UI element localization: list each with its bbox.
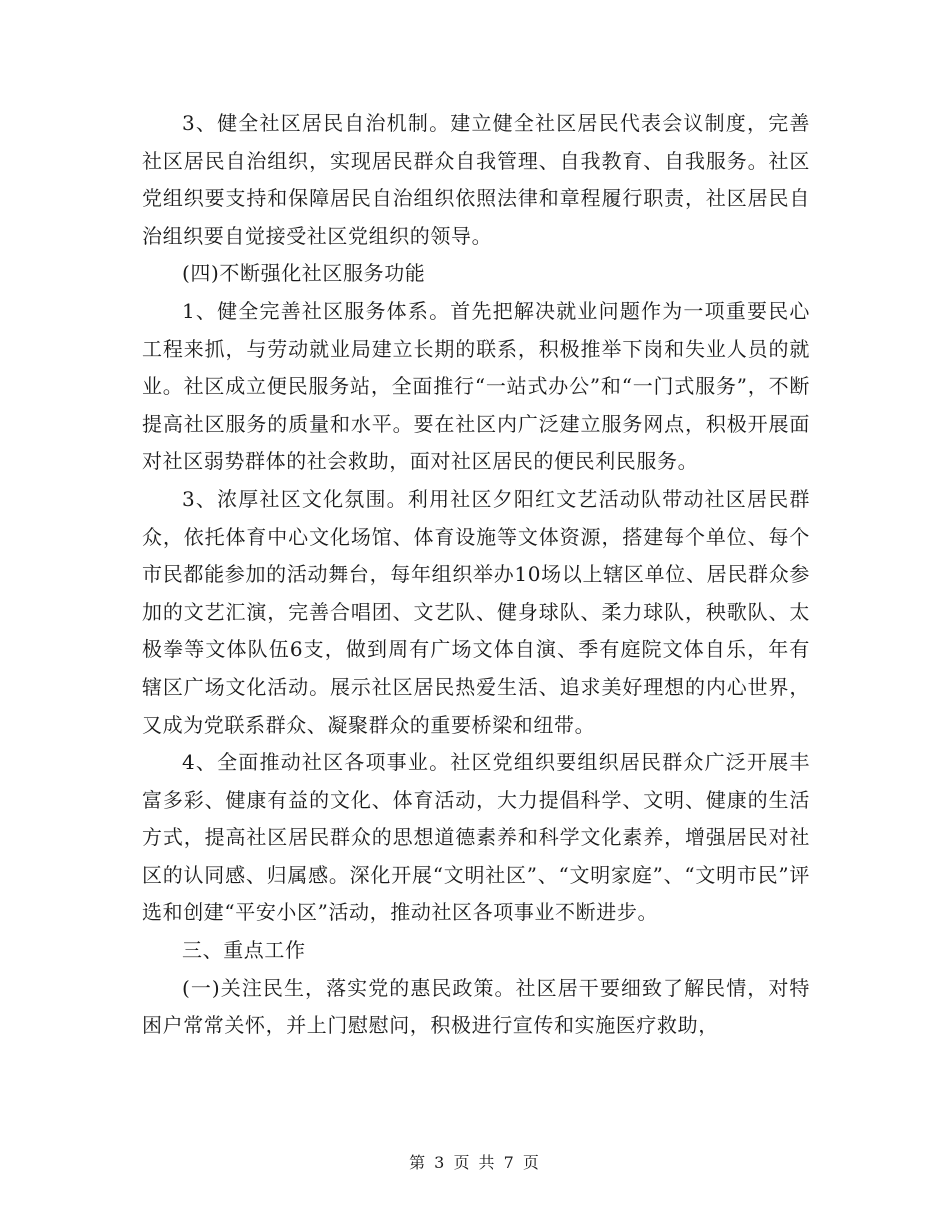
section-heading-key-work: 三、重点工作 (182, 938, 306, 963)
document-body (142, 105, 810, 1045)
paragraph-service-system: 1、健全完善社区服务体系。首先把解决就业问题作为一项重要民心工程来抓，与劳动就业局建立长期的联系，积极推举下岗和失业人员的就业。社区成立便民服务站，全面推行“一站式办公”和“一门式服务”，不断提高社区服务的质量和水平。要在社区内广泛建立服务网点，积极开展面对社区弱势群体的社会救助，面对社区居民的便民利民服务。 (142, 298, 810, 474)
page-footer (0, 1150, 950, 1173)
page-number-label: 第 3 页 共 7 页 (409, 1153, 541, 1172)
paragraph-livelihood: (一)关注民生，落实党的惠民政策。社区居干要细致了解民情，对特困户常常关怀，并上门慰慰问，积极进行宣传和实施医疗救助， (142, 975, 810, 1038)
paragraph-culture-atmosphere: 3、浓厚社区文化氛围。利用社区夕阳红文艺活动队带动社区居民群众，依托体育中心文化场馆、体育设施等文体资源，搭建每个单位、每个市民都能参加的活动舞台，每年组织举办10场以上辖区单位、居民群众参加的文艺汇演，完善合唱团、文艺队、健身球队、柔力球队，秧歌队、太极拳等文体队伍6支，做到周有广场文体自演、季有庭院文体自乐，年有辖区广场文化活动。展示社区居民热爱生活、追求美好理想的内心世界，又成为党联系群众、凝聚群众的重要桥梁和纽带。 (142, 486, 810, 737)
paragraph-resident-autonomy: 3、健全社区居民自治机制。建立健全社区居民代表会议制度，完善社区居民自治组织，实现居民群众自我管理、自我教育、自我服务。社区党组织要支持和保障居民自治组织依照法律和章程履行职责，社区居民自治组织要自觉接受社区党组织的领导。 (142, 111, 810, 248)
paragraph-community-affairs: 4、全面推动社区各项事业。社区党组织要组织居民群众广泛开展丰富多彩、健康有益的文化、体育活动，大力提倡科学、文明、健康的生活方式，提高社区居民群众的思想道德素养和科学文化素养，增强居民对社区的认同感、归属感。深化开展“文明社区”、“文明家庭”、“文明市民”评选和创建“平安小区”活动，推动社区各项事业不断进步。 (142, 750, 810, 925)
section-heading-service-function: (四)不断强化社区服务功能 (182, 261, 426, 286)
